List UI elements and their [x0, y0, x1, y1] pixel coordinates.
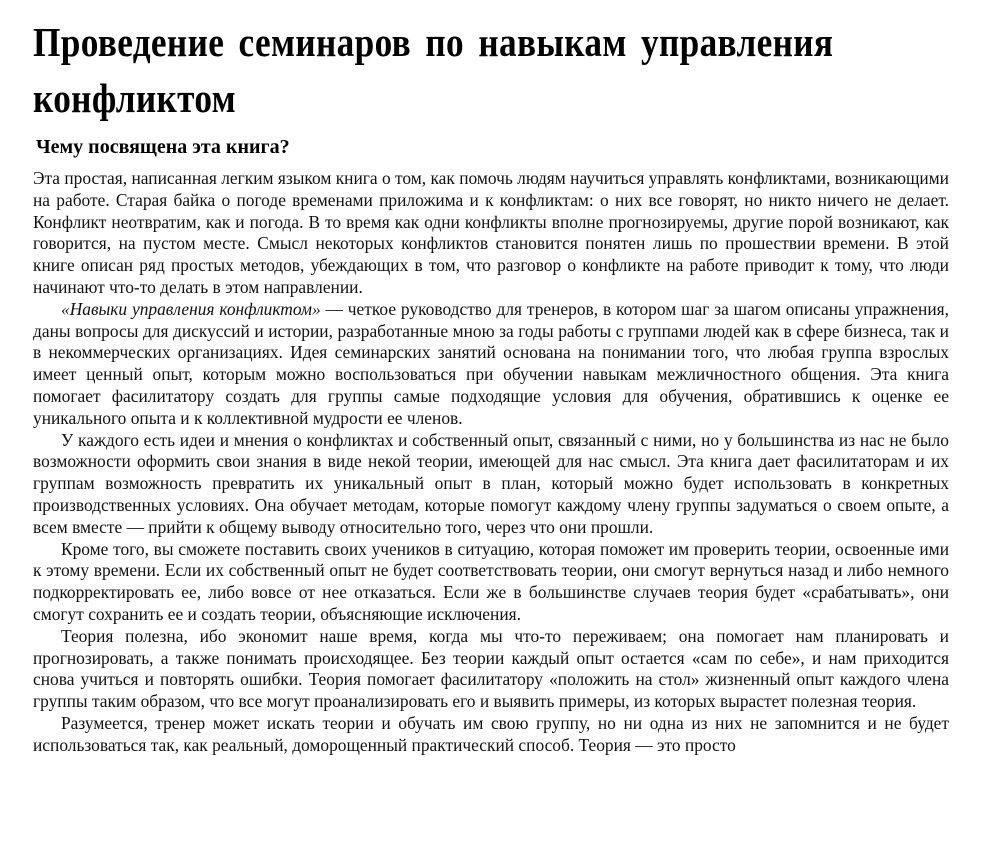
paragraph-text: — четкое руководство для тренеров, в котором шаг за шагом описаны упражнения, даны вопросы для дискуссий и истории, разработанные мною за годы работы с группами людей как в сфере бизнеса, так и в некоммерческих организациях. Идея семинарских занятий основана на понимании того, что любая группа взрослых имеет ценный опыт, которым можно воспользоваться при обучении навыкам межличностного общения. Эта книга помогает фасилитатору создать для группы самые подходящие условия для обучения, обратившись к оценке ее уникального опыта и к коллективной мудрости ее членов.: [33, 298, 949, 428]
document-title: Проведение семинаров по навыкам управления конфликтом: [33, 19, 834, 121]
paragraph: Разумеется, тренер может искать теории и обучать им свою группу, но ни одна из них не запомнится и не будет использоваться так, как реальный, доморощенный практический способ. Теория — это просто: [33, 712, 949, 755]
paragraph: Кроме того, вы сможете поставить своих учеников в ситуацию, которая поможет им проверить теории, освоенные ими к этому времени. Если их собственный опыт не будет соответствовать теории, они смогут вернуться назад и либо немного подкорректировать ее, либо вовсе от нее отказаться. Если же в большинстве случаев теория будет «срабатывать», они смогут сохранить ее и создать теории, объясняющие исключения.: [33, 538, 949, 624]
paragraph: Теория полезна, ибо экономит наше время, когда мы что-то переживаем; она помогает нам планировать и прогнозировать, а также понимать происходящее. Без теории каждый опыт остается «сам по себе», и нам приходится снова учиться и повторять ошибки. Теория помогает фасилитатору «положить на стол» жизненный опыт каждого члена группы таким образом, что все могут проанализировать его и выявить примеры, из которых вырастет полезная теория.: [33, 625, 949, 712]
book-title-italic: «Навыки управления конфликтом»: [61, 298, 321, 319]
paragraph: Эта простая, написанная легким языком книга о том, как помочь людям научиться управлять конфликтами, возникающими на работе. Старая байка о погоде временами приложима и к конфликтам: о них все говорят, но никто ничего не делает. Конфликт неотвратим, как и погода. В то время как одни конфликты вполне прогнозируемы, другие порой возникают, как говорится, на пустом месте. Смысл некоторых конфликтов становится понятен лишь по прошествии времени. В этой книге описан ряд простых методов, убеждающих в том, что разговор о конфликте на работе приводит к тому, что люди начинают что-то делать в этом направлении.: [33, 168, 949, 297]
paragraph: У каждого есть идеи и мнения о конфликтах и собственный опыт, связанный с ними, но у большинства из нас не было возможности оформить свои знания в виде некой теории, имеющей для нас смысл. Эта книга дает фасилитаторам и их группам возможность превратить их уникальный опыт в план, который можно будет использовать в конкретных производственных условиях. Она обучает методам, которые помогут каждому члену группы задуматься о своем опыте, а всем вместе — прийти к общему выводу относительно того, через что они прошли.: [33, 429, 949, 537]
paragraph: [33, 299, 949, 430]
document-page: [33, 14, 949, 757]
body-text: [33, 168, 949, 757]
section-heading: Чему посвящена эта книга?: [36, 136, 290, 158]
